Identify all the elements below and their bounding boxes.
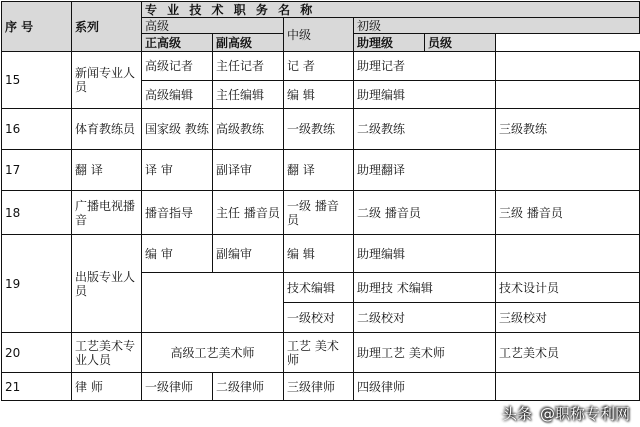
row-15-junior-1: 助理记者 [354,52,496,81]
row-17-assistant: 助理翻译 [354,150,496,191]
row-17-series: 翻 译 [72,150,142,191]
row-20-senior: 高级工艺美术师 [142,333,284,373]
row-18-full-senior: 播音指导 [142,191,213,235]
row-21-deputy-senior: 二级律师 [213,373,284,401]
row-20-intermediate: 工艺 美术师 [284,333,354,373]
row-18-num: 18 [2,191,72,235]
row-15-intermediate-1: 记 者 [284,52,354,81]
row-19-num: 19 [2,235,72,333]
table-row [2,109,640,150]
row-21-assistant: 四级律师 [354,373,496,401]
row-17-deputy-senior: 副译审 [213,150,284,191]
row-17-num: 17 [2,150,72,191]
row-15-deputy-senior-2: 主任编辑 [213,81,284,109]
row-15-deputy-senior-1: 主任记者 [213,52,284,81]
row-19-assistant-1: 助理编辑 [354,235,496,273]
watermark-handle: @职称专利网 [539,405,630,423]
row-19-senior-blank [142,273,284,333]
table-row [2,235,640,273]
row-15-empty-1 [496,52,640,81]
watermark [502,403,630,424]
header-seq: 序 号 [2,2,72,52]
header-series: 系列 [72,2,142,52]
row-20-assistant: 助理工艺 美术师 [354,333,496,373]
row-19-assistant-3: 二级校对 [354,303,496,333]
row-15-num: 15 [2,52,72,109]
header-senior: 高级 [142,18,284,34]
row-16-staff: 三级教练 [496,109,640,150]
header-deputy-senior: 副高级 [213,34,284,52]
professional-titles-table [1,1,640,401]
row-16-deputy-senior: 高级教练 [213,109,284,150]
row-19-full-senior: 编 审 [142,235,213,273]
row-15-full-senior-1: 高级记者 [142,52,213,81]
row-20-series: 工艺美术专业人员 [72,333,142,373]
header-assistant: 助理级 [354,34,425,52]
table-row [2,150,640,191]
row-19-intermediate-3: 一级校对 [284,303,354,333]
row-18-assistant: 二级 播音员 [354,191,496,235]
row-15-empty-2 [496,81,640,109]
header-staff: 员级 [425,34,496,52]
row-21-empty [496,373,640,401]
header-full-senior: 正高级 [142,34,213,52]
header-junior: 初级 [354,18,640,34]
row-19-empty-1 [496,235,640,273]
row-20-staff: 工艺美术员 [496,333,640,373]
row-21-full-senior: 一级律师 [142,373,213,401]
row-18-staff: 三级 播音员 [496,191,640,235]
header-title-group: 专 业 技 术 职 务 名 称 [142,2,640,18]
row-19-intermediate-1: 编 辑 [284,235,354,273]
table-row [2,52,640,81]
row-17-full-senior: 译 审 [142,150,213,191]
row-16-series: 体育教练员 [72,109,142,150]
row-16-assistant: 二级教练 [354,109,496,150]
row-15-full-senior-2: 高级编辑 [142,81,213,109]
row-18-intermediate: 一级 播音员 [284,191,354,235]
row-16-intermediate: 一级教练 [284,109,354,150]
row-18-series: 广播电视播音 [72,191,142,235]
watermark-prefix: 头条 [501,405,532,423]
row-20-num: 20 [2,333,72,373]
row-21-intermediate: 三级律师 [284,373,354,401]
row-17-intermediate: 翻 译 [284,150,354,191]
row-21-series: 律 师 [72,373,142,401]
row-15-junior-2: 助理编辑 [354,81,496,109]
table-row [2,373,640,401]
row-19-deputy-senior: 副编审 [213,235,284,273]
row-18-deputy-senior: 主任 播音员 [213,191,284,235]
row-19-assistant-2: 助理技 术编辑 [354,273,496,303]
table-row [2,333,640,373]
row-19-staff-2: 技术设计员 [496,273,640,303]
row-15-intermediate-2: 编 辑 [284,81,354,109]
row-17-empty [496,150,640,191]
row-21-num: 21 [2,373,72,401]
row-16-num: 16 [2,109,72,150]
row-19-intermediate-2: 技术编辑 [284,273,354,303]
header-intermediate: 中级 [284,18,354,52]
row-19-staff-3: 三级校对 [496,303,640,333]
row-19-series: 出版专业人员 [72,235,142,333]
row-16-full-senior: 国家级 教练 [142,109,213,150]
table-row [2,191,640,235]
row-15-series: 新闻专业人员 [72,52,142,109]
